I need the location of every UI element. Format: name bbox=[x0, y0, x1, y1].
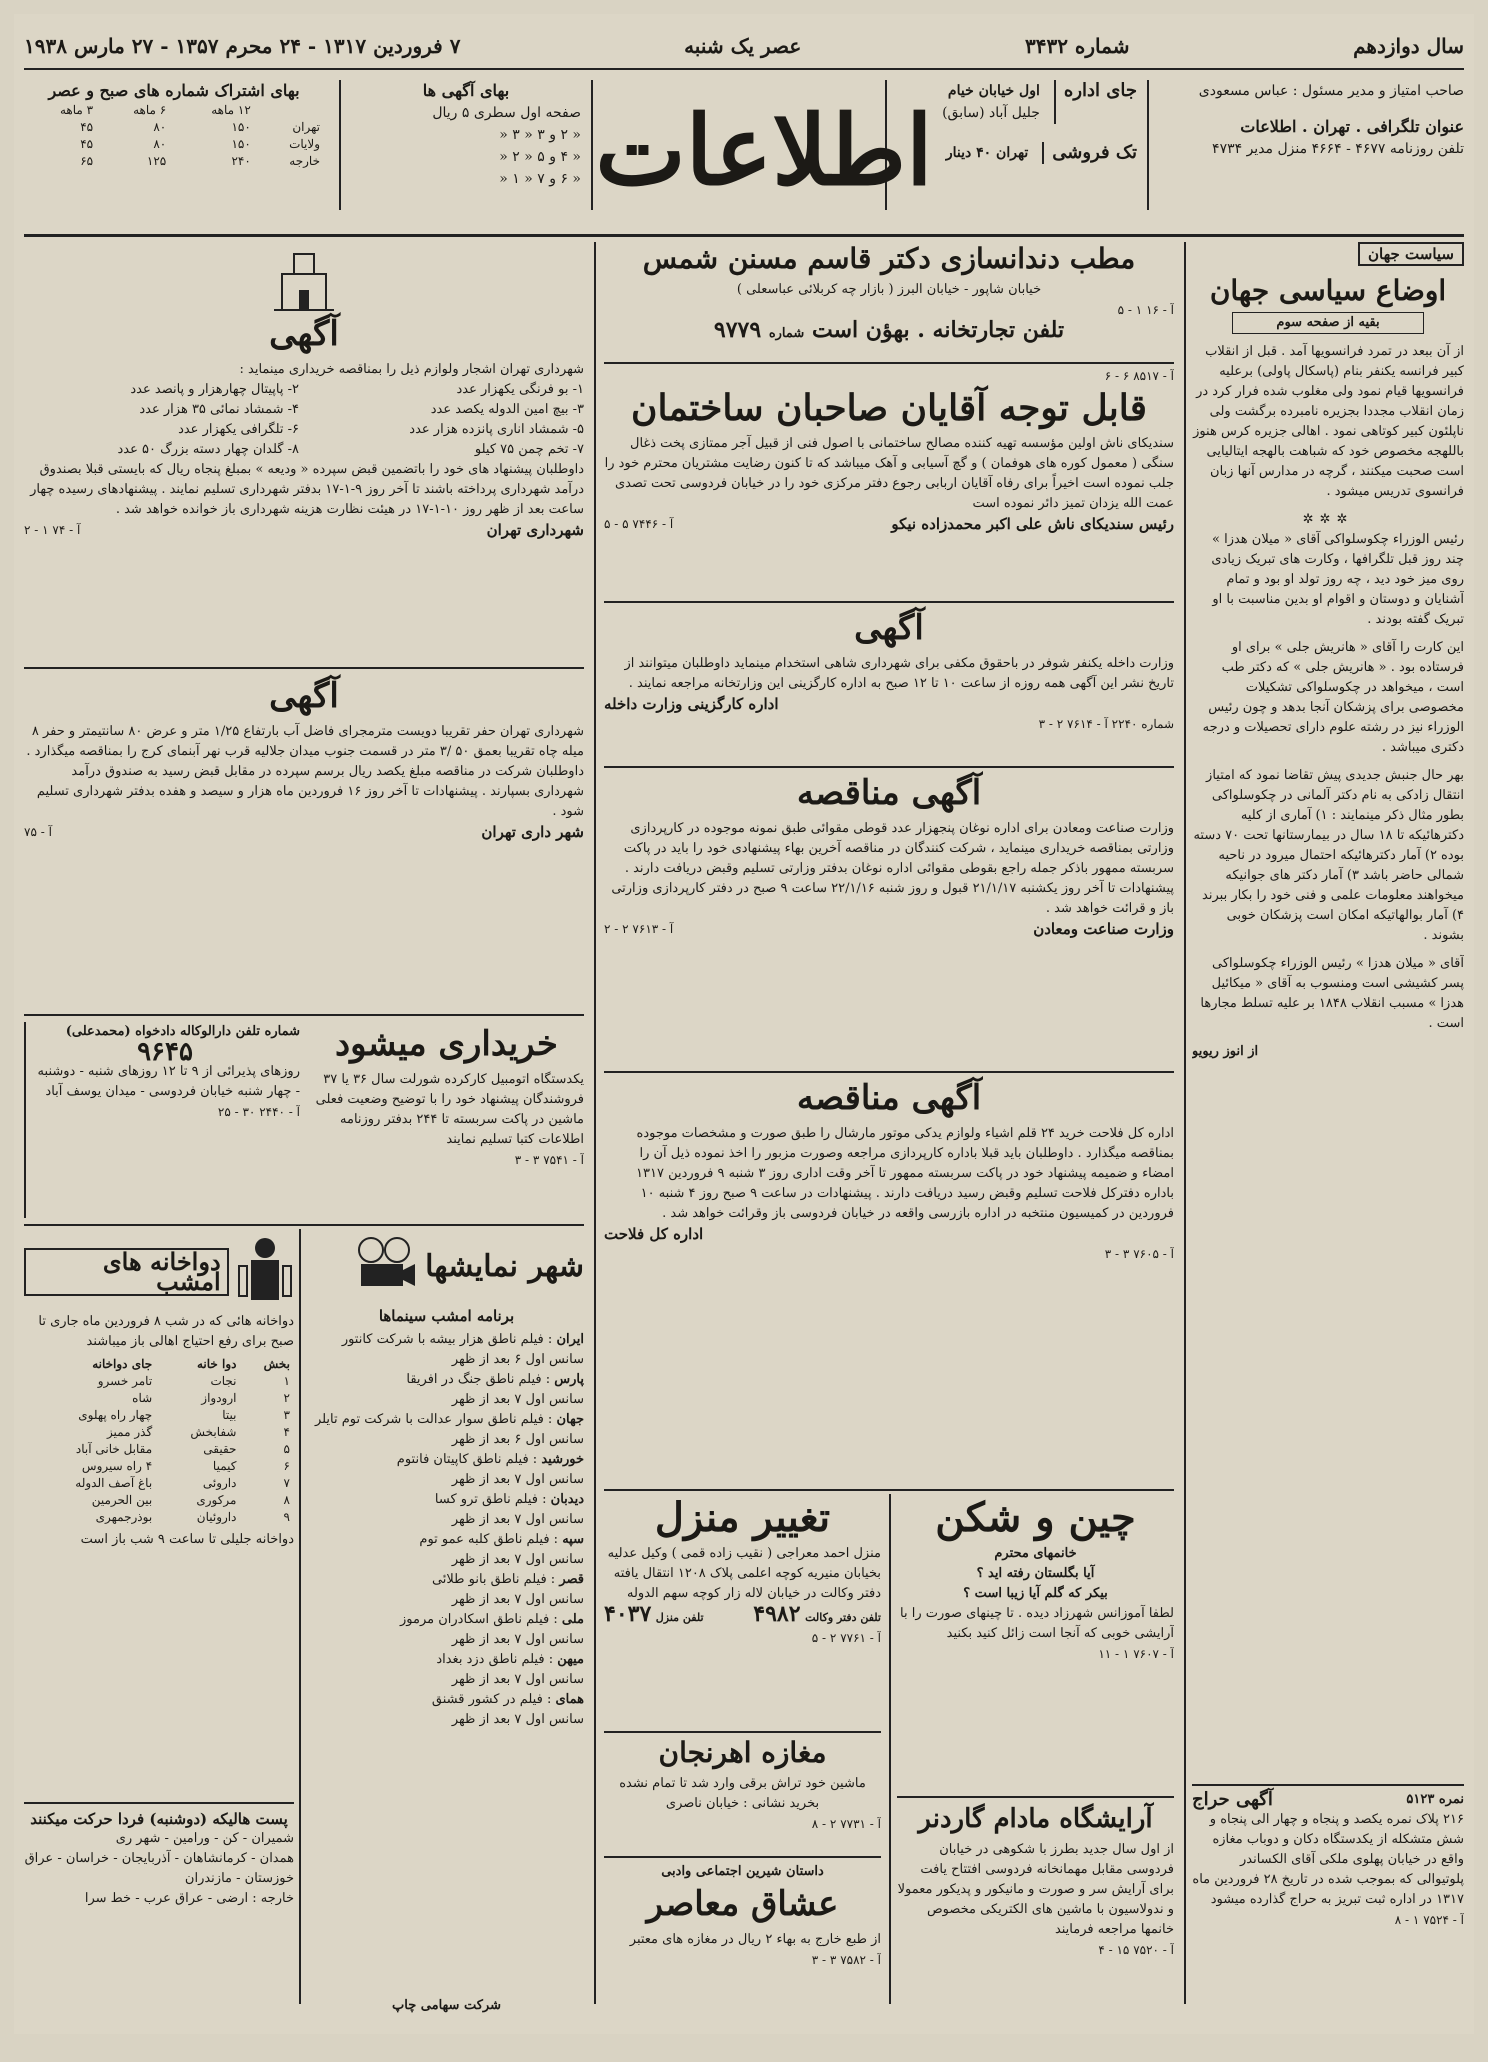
moving-phone-label-2: تلفن منزل bbox=[655, 1611, 704, 1624]
moving-ad bbox=[604, 1496, 881, 1733]
ref-code: آ - ۸۵۱۷ ۶ - ۶ bbox=[1104, 369, 1174, 383]
municipal-ad-1-intro: شهرداری تهران اشجار ولوازم ذیل را بمناقصه خریداری مینماید : bbox=[239, 362, 584, 377]
cinema-time: سانس اول ۷ بعد از ظهر bbox=[451, 1632, 584, 1647]
moving-phone-number-2: ۴۰۳۷ bbox=[604, 1601, 652, 1627]
cinema-time: سانس اول ۶ بعد از ظهر bbox=[451, 1432, 584, 1447]
pharmacy-header-cell: جای دواخانه bbox=[92, 1357, 153, 1371]
subs-cell: ۱۵۰ bbox=[231, 120, 251, 134]
salon-title: آرایشگاه مادام گاردنر bbox=[918, 1804, 1153, 1834]
cinema-desc: فیلم ناطق ترو کسا bbox=[434, 1492, 538, 1507]
builders-ref: آ - ۷۴۴۶ ۵ - ۵ bbox=[604, 517, 674, 531]
cinema-name: دیدبان bbox=[550, 1492, 584, 1507]
year-label: سال دوازدهم bbox=[1353, 34, 1464, 58]
novel-ref bbox=[604, 1950, 881, 1970]
ministry-ad bbox=[604, 606, 1174, 768]
municipal-emblem-icon bbox=[264, 246, 344, 316]
ref-code: آ - ۷۵۴۱ ۳ - ۳ bbox=[514, 1153, 584, 1167]
novel-pretitle: داستان شیرین اجتماعی وادبی bbox=[661, 1864, 824, 1879]
post-line: خوزستان - مازندران bbox=[184, 1871, 294, 1886]
pharmacy-cell: مقابل خانی آباد bbox=[75, 1442, 153, 1456]
table-row bbox=[24, 1373, 294, 1390]
pharmacy-cell: کیمیا bbox=[212, 1459, 237, 1473]
subs-cell: ۸۰ bbox=[153, 120, 167, 134]
law-office-title: شماره تلفن دارالوکاله دادخواه (محمدعلی) bbox=[65, 1024, 300, 1039]
pharmacy-cell: داروئی bbox=[202, 1476, 237, 1490]
auction-ad bbox=[1192, 1784, 1464, 2020]
politics-paragraph: آقای « میلان هدزا » رئیس الوزراء چکوسلواکی پسر کشیشی است ومنسوب به آقای « میکائیل هدزا » مسبب انقلاب ۱۸۴۸ بر علیه تسلط مجارها است . bbox=[1200, 956, 1464, 1031]
top-bar bbox=[24, 24, 1464, 70]
ref-code: آ - ۲۴۴۰ ۳۰ - ۲۵ bbox=[217, 1105, 300, 1119]
municipal-ad-1-ref: آ - ۷۴ ۱ - ۲ bbox=[24, 523, 81, 537]
list-item: ۸- گلدان چهار دسته بزرگ ۵۰ عدد bbox=[117, 442, 299, 457]
column-rule bbox=[889, 1494, 891, 2004]
pharmacy-cell: ۸ bbox=[283, 1493, 290, 1507]
municipal-ad-1 bbox=[24, 242, 584, 669]
ref-code: آ - ۷۷۶۱ ۲ - ۵ bbox=[811, 1631, 881, 1645]
phones-line: تلفن روزنامه ۴۶۷۷ - ۴۶۶۴ منزل مدیر ۴۷۳۴ bbox=[1212, 141, 1464, 157]
cinema-desc: فیلم ناطق جنگ در افریقا bbox=[406, 1372, 542, 1387]
dentist-ad bbox=[604, 242, 1174, 364]
cinema-entry: همای : فیلم در کشور قشنق سانس اول ۷ بعد از ظهر bbox=[431, 1692, 584, 1727]
cinema-time: سانس اول ۷ بعد از ظهر bbox=[451, 1672, 584, 1687]
auction-ref bbox=[1192, 1910, 1464, 1930]
ministry-ad-ref bbox=[604, 714, 1174, 734]
tender-2-signature: اداره کل فلاحت bbox=[604, 1225, 704, 1243]
subs-header-cell bbox=[255, 102, 324, 119]
municipal-items-list bbox=[24, 380, 584, 460]
law-office-body: روزهای پذیرائی از ۹ تا ۱۲ روزهای شنبه - دوشنبه - چهار شنبه خیابان فردوسی - میدان یوسف آباد bbox=[37, 1064, 300, 1099]
pharmacy-cell: بین الحرمین bbox=[91, 1493, 153, 1507]
post-line: شمیران - کن - ورامین - شهر ری bbox=[115, 1831, 294, 1846]
pharmacy-cell: حقیقی bbox=[203, 1442, 237, 1456]
office-address-1: اول خیابان خیام bbox=[947, 83, 1040, 99]
moving-title: تغییر منزل bbox=[654, 1496, 831, 1541]
pharmacist-icon bbox=[235, 1232, 294, 1312]
builders-title: قابل توجه آقایان صاحبان ساختمان bbox=[631, 387, 1147, 429]
salon-ad bbox=[897, 1802, 1174, 2014]
cinema-time: سانس اول ۶ بعد از ظهر bbox=[451, 1352, 584, 1367]
pharmacy-listing bbox=[24, 1232, 294, 1804]
table-row bbox=[24, 1390, 294, 1407]
subs-cell: خارجه bbox=[289, 154, 320, 168]
pharmacy-cell: ۱ bbox=[283, 1374, 290, 1388]
politics-title: اوضاع سیاسی جهان bbox=[1209, 274, 1447, 307]
cinema-name: قصر bbox=[559, 1572, 584, 1587]
subs-header-cell: ۳ ماهه bbox=[60, 103, 94, 117]
printer-credit: شرکت سهامی چاپ bbox=[392, 1998, 501, 2013]
politics-column bbox=[1192, 242, 1464, 2002]
pharmacy-cell: چهار راه پهلوی bbox=[78, 1408, 153, 1422]
cinema-desc: فیلم ناطق هزار بیشه با شرکت کانتور bbox=[341, 1332, 544, 1347]
law-office-ad bbox=[24, 1022, 300, 1218]
post-line: خارجه : ارضی - عراق عرب - خط سرا bbox=[84, 1891, 294, 1906]
builders-ad bbox=[604, 366, 1174, 603]
buying-ad bbox=[309, 1022, 584, 1218]
subs-cell: تهران bbox=[292, 120, 320, 134]
salon-ref bbox=[897, 1940, 1174, 1960]
store-ref bbox=[604, 1814, 881, 1834]
dentist-title: مطب دندانسازی دکتر قاسم مسنن شمس bbox=[642, 242, 1136, 275]
table-row bbox=[24, 1492, 294, 1509]
ref-code: آ - ۷۶۰۵ ۳ - ۳ bbox=[1104, 1247, 1174, 1261]
store-body: ماشین خود تراش برقی وارد شد تا تمام نشده بخرید نشانی : خیابان ناصری bbox=[619, 1776, 866, 1811]
dentist-phone-text: تلفن تجارتخانه . بهؤن است bbox=[811, 317, 1065, 343]
municipal-ad-2 bbox=[24, 674, 584, 1016]
list-item: ۱- بو فرنگی یکهزار عدد bbox=[456, 382, 584, 397]
table-row bbox=[24, 1407, 294, 1424]
list-item: ۶- تلگرافی یکهزار عدد bbox=[178, 422, 299, 437]
newspaper-logo: اطلاعات bbox=[595, 93, 933, 207]
subs-cell: ۲۴۰ bbox=[231, 154, 251, 168]
municipal-ad-1-signature: شهرداری تهران bbox=[486, 521, 584, 539]
cinema-desc: فیلم ناطق بانو طلائی bbox=[431, 1572, 547, 1587]
pharmacy-cell: ۶ bbox=[283, 1459, 290, 1473]
ref-code: آ - ۷۵۸۲ ۳ - ۳ bbox=[811, 1953, 881, 1967]
list-item: ۲- پاپیتال چهارهزار و پانصد عدد bbox=[130, 382, 299, 397]
pharmacy-table bbox=[24, 1356, 294, 1526]
cinema-entry: دیدبان : فیلم ناطق ترو کسا سانس اول ۷ بعد از ظهر bbox=[434, 1492, 584, 1527]
cinema-entry: پارس : فیلم ناطق جنگ در افریقا سانس اول ۷ بعد از ظهر bbox=[406, 1372, 584, 1407]
tender-1-ref: آ - ۷۶۱۳ ۲ - ۲ bbox=[604, 922, 674, 936]
cinema-desc: فیلم ناطق کاپیتان فانتوم bbox=[396, 1452, 529, 1467]
buying-body: یکدستگاه اتومبیل کارکرده شورلت سال ۳۶ یا ۳۷ فروشندگان پیشنهاد خود را با توضیح وضعیت فعلی ماشین در پاکت سربسته تا ۲۴۴ بدفتر روزنامه اطلاعات کتبا تسلیم نمایند bbox=[315, 1072, 584, 1147]
cinema-desc: فیلم ناطق کلبه عمو توم bbox=[419, 1532, 550, 1547]
telegraph-line: عنوان تلگرافی . تهران . اطلاعات bbox=[1240, 117, 1464, 136]
ministry-ad-title: آگهی bbox=[854, 608, 924, 648]
list-item: ۷- تخم چمن ۷۵ کیلو bbox=[474, 442, 584, 457]
dentist-phone-label: شماره bbox=[768, 326, 805, 341]
subs-cell: ۴۵ bbox=[80, 137, 94, 151]
cinema-name: سپه bbox=[562, 1532, 584, 1547]
builders-signature: رئیس سندیکای ناش علی اکبر محمدزاده نیکو bbox=[891, 515, 1174, 533]
wrinkle-ref bbox=[897, 1644, 1174, 1664]
cinema-time: سانس اول ۷ بعد از ظهر bbox=[451, 1592, 584, 1607]
pharmacy-cell: شاه bbox=[132, 1391, 153, 1405]
column-rule bbox=[1184, 242, 1186, 2004]
star-divider-icon: ✲✲✲ bbox=[1302, 512, 1354, 527]
table-row bbox=[24, 1475, 294, 1492]
wrinkle-ad bbox=[897, 1496, 1174, 1798]
ref-code: آ - ۷۷۳۱ ۲ - ۸ bbox=[811, 1817, 881, 1831]
pharmacy-cell: ۵ bbox=[283, 1442, 290, 1456]
ad-price-box bbox=[339, 80, 593, 210]
issue-number: شماره ۳۴۳۲ bbox=[1024, 34, 1130, 58]
politics-paragraph: بهر حال جنبش جدیدی پیش تقاضا نمود که امتیاز انتقال زادکی به نام دکتر آلمانی در چکوسلواکی بطور مثال ذکر مینمایند : ۱) آماری از کلیه دکترهائیکه تا ۱۸ سال در بیمارستانها تحت ۷۰ دسته بوده ۲) آمار دکترهائیکه احتمال میرود در ناحیه شمالی حاضر باشد ۳) آمار دکتر های جوانیکه میخواهند معلومات علمی و فنی خود را بکار ببرند ۴) آمار بوالهاتیکه امکان است پزشکان خوبی بشوند . bbox=[1193, 768, 1464, 943]
newspaper-page bbox=[14, 14, 1474, 2034]
cinema-entry: میهن : فیلم ناطق دزد بغداد سانس اول ۷ بعد از ظهر bbox=[436, 1652, 584, 1687]
pharmacy-cell: ۴ راه سیروس bbox=[81, 1459, 153, 1473]
novel-body: از طبع خارج به بهاء ۲ ریال در مغازه های معتبر bbox=[629, 1932, 881, 1947]
cinema-entry: ملی : فیلم ناطق اسکادران مرموز سانس اول ۷ بعد از ظهر bbox=[400, 1612, 584, 1647]
subs-header-cell: ۱۲ ماهه bbox=[211, 103, 251, 117]
law-office-ref bbox=[30, 1102, 300, 1122]
auction-number: نمره ۵۱۲۳ bbox=[1406, 1792, 1464, 1807]
cinema-entry: سپه : فیلم ناطق کلبه عمو توم سانس اول ۷ بعد از ظهر bbox=[419, 1532, 584, 1567]
cinema-time: سانس اول ۷ بعد از ظهر bbox=[451, 1472, 584, 1487]
politics-source: از انوز ریویو bbox=[1192, 1044, 1259, 1059]
tender-1-body: وزارت صناعت ومعادن برای اداره نوغان پنجهزار عدد قوطی مقوائی طبق نمونه موجوده در کارپردازی وزارتی بمناقصه خریداری مینماید ، شرکت کنندگان در مناقصه آخرین بهاء پیشنهادی خود را باید در پاکت سربسته ممهور باذکر جمله راجع بقوطی مقوائی اداره نوغان بدفتر وزارتی تسلیم وقبض دریافت دارند . پیشنهادات تا آخر روز یکشنبه ۲۱/۱/۱۷ قبول و روز شنبه ۲۲/۱/۱۶ ساعت ۹ صبح در دفتر کارپردازی وزارتی باز و قرائت خواهد شد . bbox=[611, 821, 1174, 916]
pharmacy-cell: ۷ bbox=[283, 1476, 290, 1490]
pharmacy-cell: ۴ bbox=[283, 1425, 290, 1439]
law-office-phone: ۹۶۴۵ bbox=[137, 1037, 193, 1067]
post-schedule bbox=[24, 1809, 294, 2014]
builders-body: سندیکای ناش اولین مؤسسه تهیه کننده مصالح ساختمانی با اصول فنی از قبیل آجر ممتازی پخت ذغال سنگی ( معمول کوره های هوفمان ) و گچ آسیابی و آهک میباشد که تا کنون رضایت مشتریان محترم خود را جلب نموده است اخیراً برای رفاه آقایان اربابی رجوع دفتر مرکزی خود را در خیابان فردوسی تحت تصدی عمت الله یزدان تمیز دائر نموده است bbox=[604, 436, 1174, 511]
tender-ad-2 bbox=[604, 1076, 1174, 1481]
section-rule bbox=[604, 1489, 1174, 1491]
list-item: ۳- بیچ امین الدوله یکصد عدد bbox=[430, 402, 584, 417]
subs-cell: ۱۵۰ bbox=[231, 137, 251, 151]
buying-title: خریداری میشود bbox=[335, 1024, 558, 1064]
moving-phone-label: تلفن دفتر وکالت bbox=[805, 1611, 881, 1624]
moving-phone-number: ۴۹۸۲ bbox=[753, 1601, 801, 1627]
cinema-desc: فیلم ناطق دزد بغداد bbox=[436, 1652, 545, 1667]
politics-subtitle: بقیه از صفحه سوم bbox=[1232, 312, 1424, 334]
auction-title: آگهی حراج bbox=[1192, 1789, 1273, 1810]
section-rule bbox=[24, 1224, 584, 1226]
cinema-listing bbox=[309, 1232, 584, 1992]
builders-top-ref bbox=[604, 366, 1174, 386]
tender-1-signature: وزارت صناعت ومعادن bbox=[1033, 920, 1174, 938]
cinema-time: سانس اول ۷ بعد از ظهر bbox=[451, 1712, 584, 1727]
moving-body: منزل احمد معراجی ( نقیب زاده قمی ) وکیل عدلیه بخیابان منیریه کوچه اعلمی پلاک ۱۲۰۸ انتقال یافته دفتر وکالت در خیابان لاله زار کوچه سهم الدوله bbox=[607, 1546, 881, 1601]
post-title: پست هالیکه (دوشنبه) فردا حرکت میکنند bbox=[30, 1810, 288, 1828]
cinema-name: همای bbox=[555, 1692, 584, 1707]
film-camera-icon bbox=[349, 1232, 419, 1302]
ref-code: آ - ۷۵۲۴ ۱ - ۸ bbox=[1394, 1913, 1464, 1927]
salon-body: از اول سال جدید بطرز با شکوهی در خیابان فردوسی مقابل مهمانخانه فردوسی افتتاح یافت برای آرایش سر و صورت و مانیکور و پدیکور معمولا و ندولاسیون با ماشین های الکتریکی مخصوص خانمها مراجعه فرمایند bbox=[897, 1842, 1174, 1937]
cinema-desc: فیلم ناطق اسکادران مرموز bbox=[400, 1612, 550, 1627]
cinema-entry: جهان : فیلم ناطق سوار عدالت با شرکت توم تایلر سانس اول ۶ بعد از ظهر bbox=[314, 1412, 584, 1447]
pharmacy-cell: داروئیان bbox=[196, 1510, 237, 1524]
post-line: همدان - کرمانشاهان - آذربایجان - خراسان - عراق bbox=[24, 1851, 294, 1866]
cinema-name: خورشید bbox=[541, 1452, 584, 1467]
table-row bbox=[24, 1509, 294, 1526]
table-row bbox=[24, 1441, 294, 1458]
ad-price-row: « ۶ و ۷ « ۱ « bbox=[499, 171, 581, 187]
pharmacy-cell: بوذرجمهری bbox=[95, 1510, 153, 1524]
wrinkle-sub-2: آیا بگلستان رفته اید ؟ bbox=[976, 1566, 1095, 1581]
wrinkle-sub-1: خانمهای محترم bbox=[994, 1546, 1077, 1561]
tender-2-body: اداره کل فلاحت خرید ۲۴ قلم اشیاء ولوازم یدکی موتور مارشال را طبق صورت و مشخصات موجوده بمناقصه میگذارد . داوطلبان باید قبلا باداره کارپردازی مراجعه وصورت مزبور را اخذ نموده ذیل آن را امضاء و ضمیمه پیشنهاد خود در پاکت سربسته ممهور تا آخر وقت اداری روز ۳ شنبه ۹ فروردین ۱۳۱۷ باداره دفترکل فلاحت تسلیم وقبض رسید دریافت دارند . پیشنهادات در ساعت ۹ صبح روز ۴ شنبه ۱۰ فروردین در کمیسیون منتخبه در اداره بازرسی واقعه در خیابان فردوسی باز وقرائت خواهد شد . bbox=[636, 1126, 1174, 1221]
edition-label: عصر یک شنبه bbox=[684, 34, 802, 58]
cinema-name: ایران bbox=[556, 1332, 584, 1347]
column-rule bbox=[299, 1229, 301, 2004]
cinema-time: سانس اول ۷ بعد از ظهر bbox=[451, 1552, 584, 1567]
pharmacy-banner: دواخانه های امشب bbox=[24, 1248, 229, 1296]
municipal-ad-1-body: داوطلبان پیشنهاد های خود را باتضمین قبض سپرده « ودیعه » بمبلغ پنجاه ریال که بایستی قبلا بصندوق درآمد شهرداری پرداخته باشند تا آخر روز ۹-۱-۱۷ بدفتر شهرداری تسلیم نمایند . پیشنهادهای رسیده چهار ساعت بعد از ظهر روز ۱۰-۱-۱۷ در هیئت نظارت هزینه شهرداری باز خوانده خواهد شد . bbox=[30, 462, 584, 517]
politics-paragraph: از آن ببعد در تمرد فرانسویها آمد . قبل از انقلاب کبیر فرانسه یکنفر بنام (پاسکال پاولی) برعلیه فرانسویها قیام نمود ولی مغلوب شده فرار کرد در زمان انقلاب مجددا بجزیره نامبرده برگشت ولی ناپلئون کبیر کوتاهی نمود . اهالی جزیره کرس هنوز باللهجه مخصوص خود که شباهت بالهجه ایتالیایی است صحبت میکنند ، گرچه در مدارس آنها زبان فرانسوی تدریس میشود . bbox=[1193, 344, 1464, 499]
pharmacy-cell: ۲ bbox=[283, 1391, 290, 1405]
cinema-entry: قصر : فیلم ناطق بانو طلائی سانس اول ۷ بعد از ظهر bbox=[431, 1572, 584, 1607]
subs-cell: ۱۲۵ bbox=[146, 154, 167, 168]
ministry-ad-body: وزارت داخله یکنفر شوفر در باحقوق مکفی برای شهرداری شاهی استخدام مینماید داوطلبان میتوانند از تاریخ نشر این آگهی همه روزه از ساعت ۱۰ تا ۱۲ صبح به اداره کارگزینی این وزارتخانه مراجعه نمایند . bbox=[624, 656, 1174, 691]
pharmacy-cell: ۹ bbox=[283, 1510, 290, 1524]
pharmacy-cell: بیتا bbox=[222, 1408, 237, 1422]
wrinkle-title: چین و شکن bbox=[935, 1496, 1136, 1541]
ref-code: آ - ۱۶ ۱ - ۵ bbox=[1117, 303, 1174, 317]
office-label: جای اداره bbox=[1054, 80, 1137, 124]
dentist-phone-number: ۹۷۷۹ bbox=[713, 317, 762, 343]
wrinkle-body: لطفا آموزانس شهرزاد دیده . تا چینهای صورت را با آرایشی خوبی که آنجا است زائل کنید بکنید bbox=[900, 1606, 1174, 1641]
subscription-table bbox=[24, 102, 324, 170]
subs-cell: ۸۰ bbox=[153, 137, 167, 151]
single-sale-label: تک فروشی bbox=[1042, 142, 1137, 164]
pharmacy-cell: ۳ bbox=[283, 1408, 290, 1422]
pharmacy-cell: مرکوری bbox=[196, 1493, 237, 1507]
ministry-ad-signature: اداره کارگزینی وزارت داخله bbox=[604, 695, 779, 713]
subscription-title: بهای اشتراک شماره های صبح و عصر bbox=[48, 81, 300, 100]
politics-paragraph: این کارت را آقای « هانریش جلی » برای او فرستاده بود . « هانریش جلی » که دکتر طب است ، میخواهد در چکوسلواکی تشکیلات مخصوصی برای پزشکان آنجا بدهد و چون رئیس الوزراء نیز در رشته علوم دارای تحصیلات و درجه دکتری میباشد . bbox=[1202, 640, 1464, 755]
cinema-time: سانس اول ۷ بعد از ظهر bbox=[451, 1512, 584, 1527]
buying-ref bbox=[309, 1150, 584, 1170]
auction-body: ۲۱۶ پلاک نمره یکصد و پنجاه و چهار الی پنجاه و شش متشکله از یکدستگاه دکان و دوباب مغازه واقع در خیابان پهلوی ملکی آقای الکساندر پلوتیوالی که بموجب شده در تاریخ ۲۸ فروردین ماه ۱۳۱۷ در اداره ثبت تبریز به حراج گذارده میشود bbox=[1192, 1812, 1464, 1907]
pharmacy-cell: شفابخش bbox=[190, 1425, 237, 1439]
table-row bbox=[24, 1424, 294, 1441]
pharmacy-note: دواخانه جلیلی تا ساعت ۹ شب باز است bbox=[80, 1532, 294, 1547]
tender-2-ref bbox=[604, 1244, 1174, 1264]
politics-paragraph: رئیس الوزراء چکوسلواکی آقای « میلان هدزا » چند روز قبل تلگرافها ، وکارت های تبریک زیادی روی میز خود دید ، چه روز تولد او بود و تمام آشنایان و دوستان و اقوام او بدین مناسبت با او تبریک گفته بودند . bbox=[1211, 532, 1464, 627]
subs-cell: ۶۵ bbox=[80, 154, 94, 168]
masthead bbox=[24, 74, 1464, 237]
moving-ref bbox=[604, 1628, 881, 1648]
column-rule bbox=[594, 242, 596, 2004]
wrinkle-sub-3: بیکر که گلم آیا زیبا است ؟ bbox=[963, 1586, 1108, 1601]
subs-header-cell: ۶ ماهه bbox=[133, 103, 167, 117]
pharmacy-header-cell: بخش bbox=[263, 1357, 290, 1371]
table-row bbox=[24, 1458, 294, 1475]
store-ad bbox=[604, 1736, 881, 1858]
single-sale-price: تهران ۴۰ دینار bbox=[945, 145, 1029, 161]
tender-1-title: آگهی مناقصه bbox=[796, 773, 982, 813]
cinema-name: جهان bbox=[556, 1412, 584, 1427]
dentist-address: خیابان شاپور - خیابان البرز ( بازار چه کربلائی عباسعلی ) bbox=[736, 282, 1042, 297]
list-item: ۵- شمشاد اناری پانزده هزار عدد bbox=[409, 422, 584, 437]
cinema-title: برنامه امشب سینماها bbox=[378, 1307, 515, 1325]
pharmacy-cell: تامر خسرو bbox=[97, 1374, 153, 1388]
novel-title: عشاق معاصر bbox=[646, 1884, 839, 1924]
owner-line: صاحب امتیاز و مدیر مسئول : عباس مسعودی bbox=[1198, 83, 1464, 99]
ref-code: آ - ۷۶۰۷ ۱ - ۱۱ bbox=[1098, 1647, 1174, 1661]
municipal-ad-2-signature: شهر داری تهران bbox=[481, 823, 584, 841]
cinema-name: ملی bbox=[561, 1612, 584, 1627]
pharmacy-cell: باغ آصف الدوله bbox=[75, 1476, 153, 1490]
cinema-entry: ایران : فیلم ناطق هزار بیشه با شرکت کانتور سانس اول ۶ بعد از ظهر bbox=[341, 1332, 584, 1367]
municipal-ad-1-title: آگهی bbox=[269, 314, 339, 354]
ad-price-row: صفحه اول سطری ۵ ریال bbox=[432, 105, 581, 121]
pharmacy-intro: دواخانه هائی که در شب ۸ فروردین ماه جاری تا صبح برای رفع احتیاج اهالی باز میباشند bbox=[38, 1314, 294, 1349]
cinema-name: پارس bbox=[554, 1372, 584, 1387]
municipal-ad-2-body: شهرداری تهران حفر تقریبا دویست مترمجرای فاضل آب بارتفاع ۱/۲۵ متر و عرض ۸۰ سانتیمتر و حفر ۸ میله چاه تقریبا بعمق ۵۰ /۳ متر در قسمت جنوب میدان جلالیه قرب نهر آبنمای کرج را بمناقصه میگذارد . داوطلبان شرکت در مناقصه مبلغ یکصد ریال برسم سپرده در مقابل قبض رسید به صندوق درآمد شهرداری بسپارند . پیشنهادات تا آخر روز ۱۶ فروردین ماه هزار و سیصد و هفده بدفتر شهرداری تسلیم شود . bbox=[26, 724, 584, 819]
store-title: مغازه اهرنجان bbox=[658, 1736, 827, 1769]
ref-code: شماره ۲۲۴۰ آ - ۷۶۱۴ ۲ - ۳ bbox=[1038, 717, 1174, 731]
pharmacy-cell: گذر ممیز bbox=[106, 1425, 153, 1439]
municipal-ad-2-title: آگهی bbox=[269, 676, 339, 716]
cinema-name: میهن bbox=[557, 1652, 584, 1667]
date-line: ۷ فروردین ۱۳۱۷ - ۲۴ محرم ۱۳۵۷ - ۲۷ مارس ۱۹۳۸ bbox=[24, 34, 461, 58]
office-address-2: جلیل آباد (سابق) bbox=[942, 105, 1040, 121]
municipal-ad-2-ref: آ - ۷۵ bbox=[24, 825, 52, 839]
cinema-banner: شهر نمایشها bbox=[425, 1249, 584, 1284]
ref-code: آ - ۷۵۲۰ ۱۵ - ۴ bbox=[1098, 1943, 1174, 1957]
pharmacy-cell: ارودواز bbox=[201, 1391, 237, 1405]
cinema-desc: فیلم ناطق سوار عدالت با شرکت توم تایلر bbox=[314, 1412, 544, 1427]
politics-section-label: سیاست جهان bbox=[1358, 242, 1464, 266]
list-item: ۴- شمشاد نمائی ۳۵ هزار عدد bbox=[139, 402, 299, 417]
subs-cell: ولایات bbox=[289, 137, 320, 151]
ad-price-row: « ۴ و ۵ « ۲ « bbox=[499, 149, 581, 165]
cinema-desc: فیلم در کشور قشنق bbox=[431, 1692, 543, 1707]
ad-price-title: بهای آگهی ها bbox=[422, 81, 510, 100]
cinema-entry: خورشید : فیلم ناطق کاپیتان فانتوم سانس اول ۷ بعد از ظهر bbox=[396, 1452, 584, 1487]
ad-price-row: « ۲ و ۳ « ۳ « bbox=[499, 127, 581, 143]
pharmacy-header-cell: دوا خانه bbox=[196, 1357, 237, 1371]
tender-ad-1 bbox=[604, 771, 1174, 1073]
cinema-time: سانس اول ۷ بعد از ظهر bbox=[451, 1392, 584, 1407]
masthead-owner-box bbox=[1164, 80, 1464, 160]
pharmacy-cell: نجات bbox=[210, 1374, 237, 1388]
tender-2-title: آگهی مناقصه bbox=[796, 1078, 982, 1118]
novel-ad bbox=[604, 1862, 881, 2014]
subscription-box bbox=[24, 80, 324, 170]
subs-cell: ۴۵ bbox=[80, 120, 94, 134]
